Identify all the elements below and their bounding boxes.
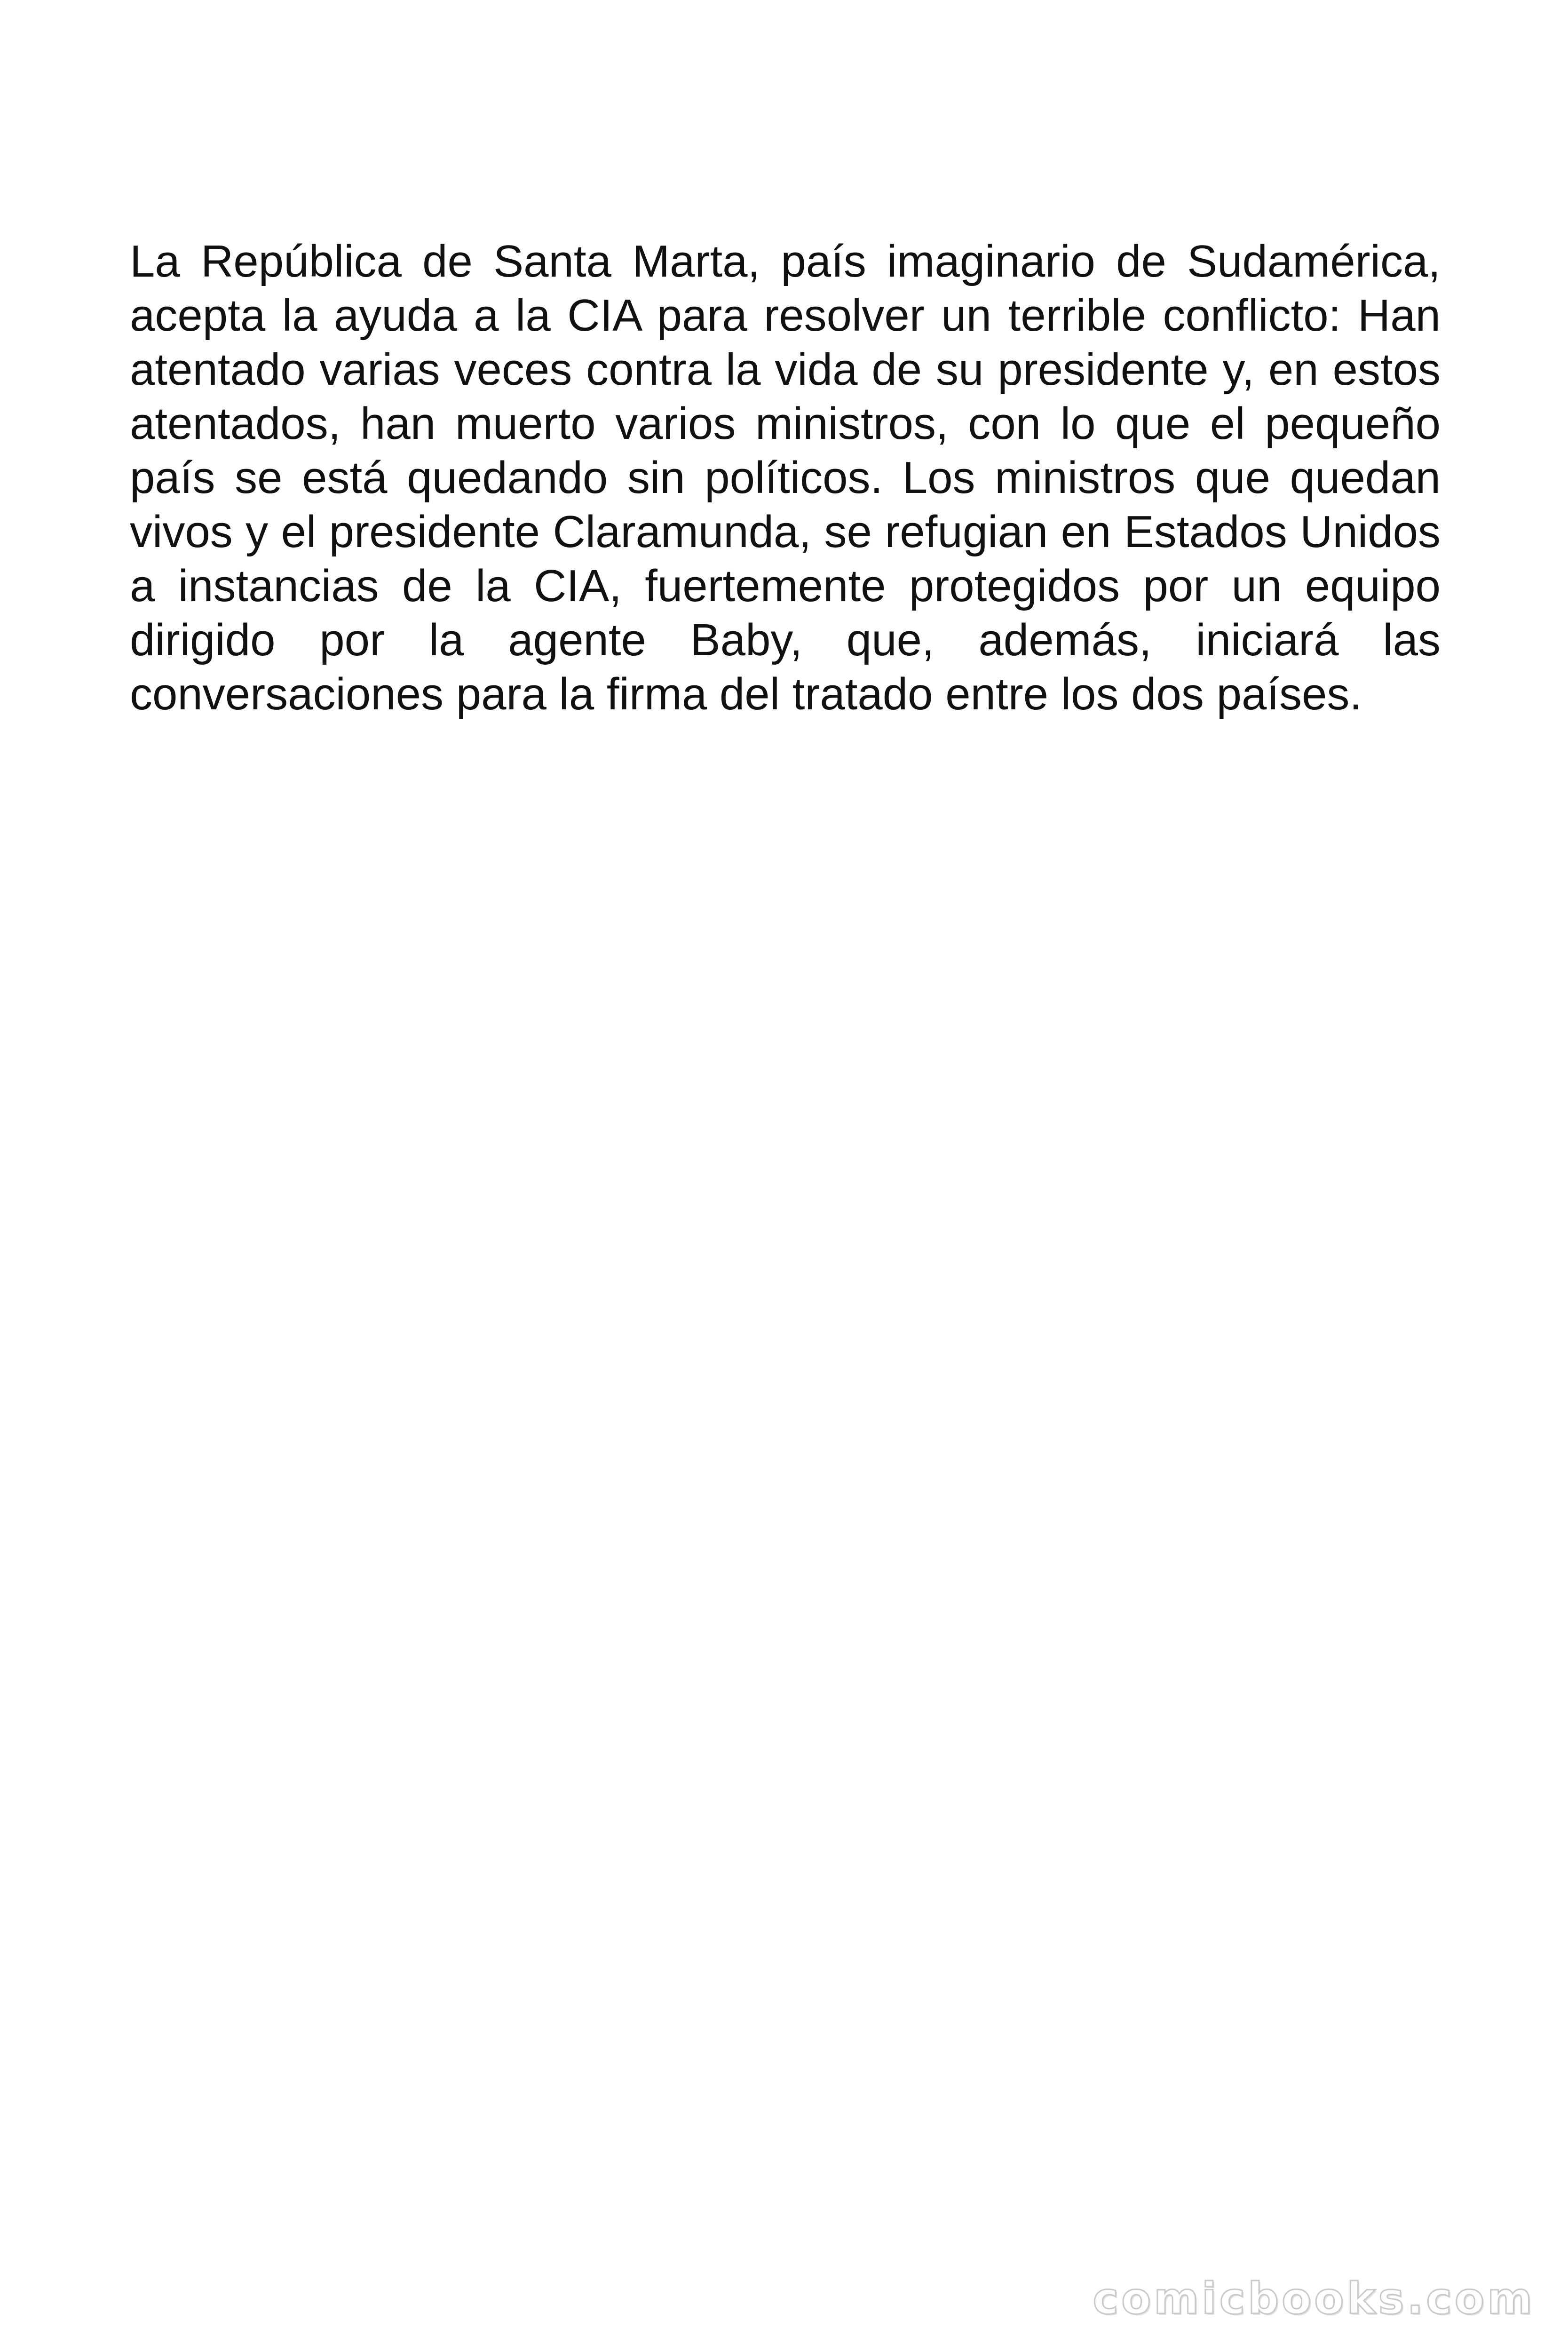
watermark-logo: comicbooks.com [1093,2273,1535,2324]
synopsis-paragraph: La República de Santa Marta, país imaginario de Sudamérica, acepta la ayuda a la CIA para resolver un terrible conflicto: Han atentado varias veces contra la vida de su presidente y, en estos atentados, han muerto varios ministros, con lo que el pequeño país se está quedando sin políticos. Los ministros que quedan vivos y el presidente Claramunda, se refugian en Estados Unidos a instancias de la CIA, fuertemente protegidos por un equipo dirigido por la agente Baby, que, además, iniciará las conversaciones para la firma del tratado entre los dos países. [130,236,1441,719]
